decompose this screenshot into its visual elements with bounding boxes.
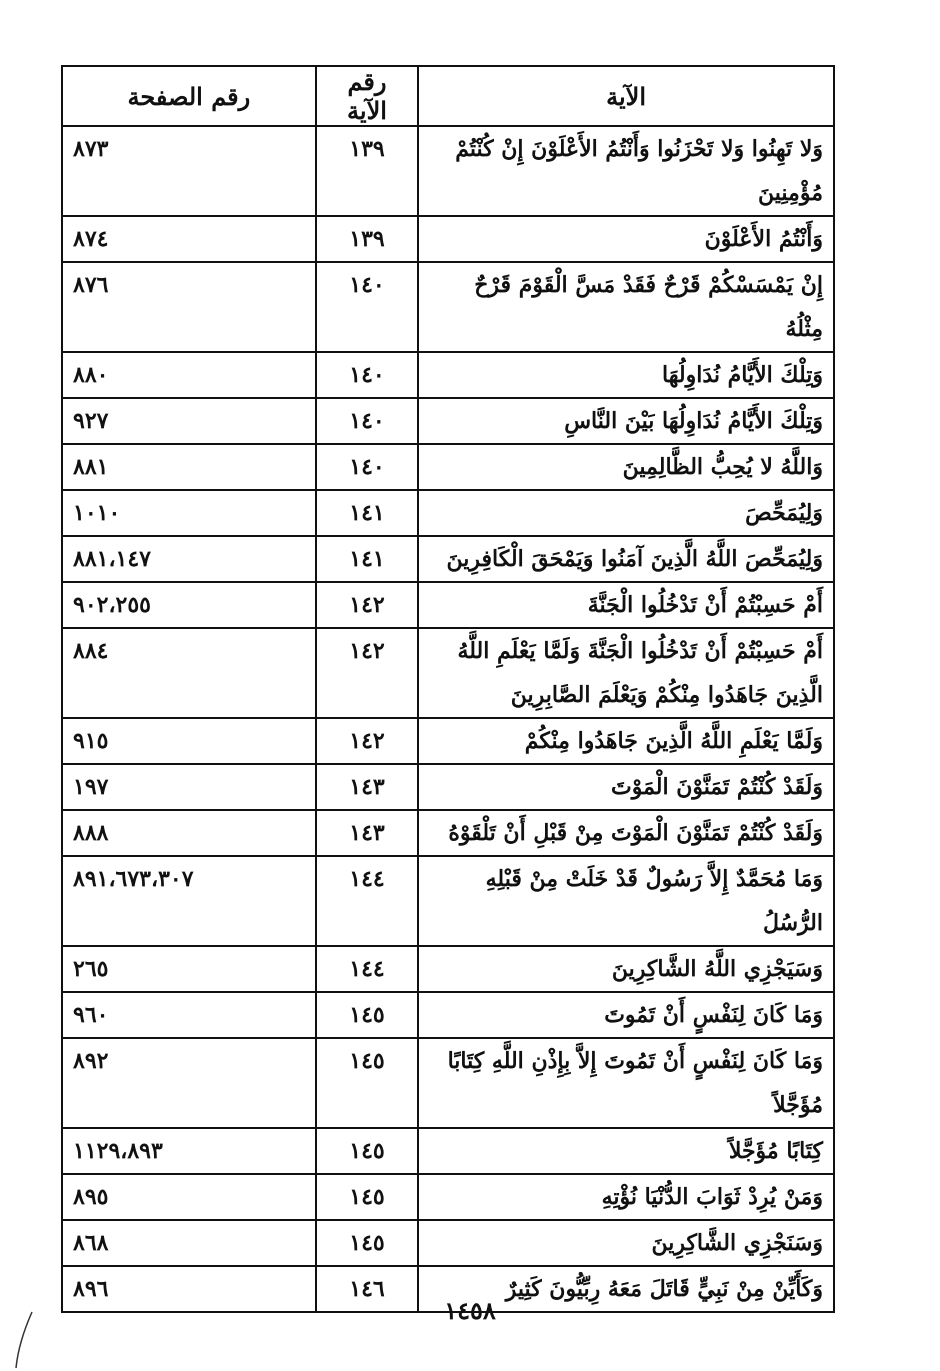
ayah-number-cell: ١٤١ [316,490,418,536]
table-row [62,992,834,1038]
table-row [62,856,834,946]
table-row [62,536,834,582]
ayah-number-cell: ١٤٤ [316,856,418,946]
verse-cell: أَمْ حَسِبْتُمْ أَنْ تَدْخُلُوا الْجَنَّةَ [418,582,834,628]
verse-cell: وَاللَّهُ لا يُحِبُّ الظَّالِمِينَ [418,444,834,490]
verse-cell: أَمْ حَسِبْتُمْ أَنْ تَدْخُلُوا الْجَنَّةَ وَلَمَّا يَعْلَمِ اللَّهُ الَّذِينَ جَاهَدُوا مِنْكُمْ وَيَعْلَمَ الصَّابِرِينَ [418,628,834,718]
ayah-number-cell: ١٤٠ [316,398,418,444]
page-number-cell: ٩١٥ [62,718,316,764]
table-body [62,126,834,1312]
header-verse: الآية [418,66,834,126]
ayah-number-cell: ١٤٢ [316,628,418,718]
page-number-cell: ٨٦٨ [62,1220,316,1266]
verse-cell: إِنْ يَمْسَسْكُمْ قَرْحٌ فَقَدْ مَسَّ الْقَوْمَ قَرْحٌ مِثْلُهُ [418,262,834,352]
verse-cell: وَتِلْكَ الأَيَّامُ نُدَاوِلُهَا بَيْنَ النَّاسِ [418,398,834,444]
ayah-number-cell: ١٤٠ [316,352,418,398]
verse-cell: وَتِلْكَ الأَيَّامُ نُدَاوِلُهَا [418,352,834,398]
page-number-cell: ٨٧٦ [62,262,316,352]
page-number-cell: ٨٩٥ [62,1174,316,1220]
table-row [62,628,834,718]
header-page-number: رقم الصفحة [62,66,316,126]
ayah-number-cell: ١٤٠ [316,444,418,490]
verse-cell: وَلَقَدْ كُنْتُمْ تَمَنَّوْنَ الْمَوْتَ [418,764,834,810]
page-number-cell: ١١٢٩،٨٩٣ [62,1128,316,1174]
page-number-cell: ٩٢٧ [62,398,316,444]
ayah-number-cell: ١٤٥ [316,1220,418,1266]
verse-cell: كِتَابًا مُؤَجَّلاً [418,1128,834,1174]
verse-cell: وَمَا مُحَمَّدٌ إِلاَّ رَسُولٌ قَدْ خَلَتْ مِنْ قَبْلِهِ الرُّسُلُ [418,856,834,946]
table-row [62,718,834,764]
table-row [62,352,834,398]
ayah-number-cell: ١٤١ [316,536,418,582]
verse-cell: وَمَا كَانَ لِنَفْسٍ أَنْ تَمُوتَ إِلاَّ بِإِذْنِ اللَّهِ كِتَابًا مُؤَجَّلاً [418,1038,834,1128]
page-number-cell: ٩٦٠ [62,992,316,1038]
verse-cell: وَلِيُمَحِّصَ [418,490,834,536]
page-number-cell: ٨٨١ [62,444,316,490]
verse-cell: وَكَأَيِّنْ مِنْ نَبِيٍّ قَاتَلَ مَعَهُ رِبِّيُّونَ كَثِيرٌ [418,1266,834,1312]
table-row [62,1174,834,1220]
page-number: ١٤٥٨ [444,1296,496,1325]
page-number-cell: ٨٨٨ [62,810,316,856]
page-number-cell: ٨٧٤ [62,216,316,262]
ayah-number-cell: ١٤٥ [316,992,418,1038]
page-number-cell: ٨٨٤ [62,628,316,718]
index-table [61,65,835,1313]
table-row [62,216,834,262]
page-number-cell: ٢٦٥ [62,946,316,992]
table-row [62,1220,834,1266]
page-number-cell: ٨٨١،١٤٧ [62,536,316,582]
ayah-number-cell: ١٤٦ [316,1266,418,1312]
table-row [62,126,834,216]
verse-cell: وَمَا كَانَ لِنَفْسٍ أَنْ تَمُوتَ [418,992,834,1038]
verse-cell: وَمَنْ يُرِدْ ثَوَابَ الدُّنْيَا نُؤْتِهِ [418,1174,834,1220]
page-number-cell: ٨٩٢ [62,1038,316,1128]
page-number-cell: ١٩٧ [62,764,316,810]
verse-cell: وَلَقَدْ كُنْتُمْ تَمَنَّوْنَ الْمَوْتَ مِنْ قَبْلِ أَنْ تَلْقَوْهُ [418,810,834,856]
table-row [62,764,834,810]
ayah-number-cell: ١٤٢ [316,718,418,764]
ayah-number-cell: ١٤٣ [316,764,418,810]
table-row [62,1038,834,1128]
ayah-number-cell: ١٤٠ [316,262,418,352]
ayah-number-cell: ١٤٥ [316,1174,418,1220]
page-number-cell: ١٠١٠ [62,490,316,536]
page-number-cell: ٨٩٦ [62,1266,316,1312]
page-number-cell: ٨٩١،٦٧٣،٣٠٧ [62,856,316,946]
table-row [62,810,834,856]
ayah-number-cell: ١٣٩ [316,216,418,262]
table-row [62,262,834,352]
verse-cell: وَسَيَجْزِي اللَّهُ الشَّاكِرِينَ [418,946,834,992]
verse-cell: وَسَنَجْزِي الشَّاكِرِينَ [418,1220,834,1266]
table-row [62,1128,834,1174]
page-number-cell: ٩٠٢،٢٥٥ [62,582,316,628]
header-row [62,66,834,126]
ayah-number-cell: ١٣٩ [316,126,418,216]
verse-cell: وَأَنْتُمُ الأَعْلَوْنَ [418,216,834,262]
verse-cell: وَلَمَّا يَعْلَمِ اللَّهُ الَّذِينَ جَاهَدُوا مِنْكُمْ [418,718,834,764]
page-number-cell: ٨٨٠ [62,352,316,398]
table-row [62,444,834,490]
ayah-number-cell: ١٤٢ [316,582,418,628]
header-ayah-number: رقم الآية [316,66,418,126]
margin-scan-mark [10,1310,40,1370]
ayah-number-cell: ١٤٣ [316,810,418,856]
verse-cell: وَلا تَهِنُوا وَلا تَحْزَنُوا وَأَنْتُمُ الأَعْلَوْنَ إِنْ كُنْتُمْ مُؤْمِنِينَ [418,126,834,216]
table-row [62,946,834,992]
ayah-number-cell: ١٤٥ [316,1128,418,1174]
ayah-number-cell: ١٤٤ [316,946,418,992]
table-row [62,398,834,444]
verse-cell: وَلِيُمَحِّصَ اللَّهُ الَّذِينَ آمَنُوا وَيَمْحَقَ الْكَافِرِينَ [418,536,834,582]
page-number-cell: ٨٧٣ [62,126,316,216]
ayah-number-cell: ١٤٥ [316,1038,418,1128]
table-row [62,490,834,536]
table-row [62,582,834,628]
